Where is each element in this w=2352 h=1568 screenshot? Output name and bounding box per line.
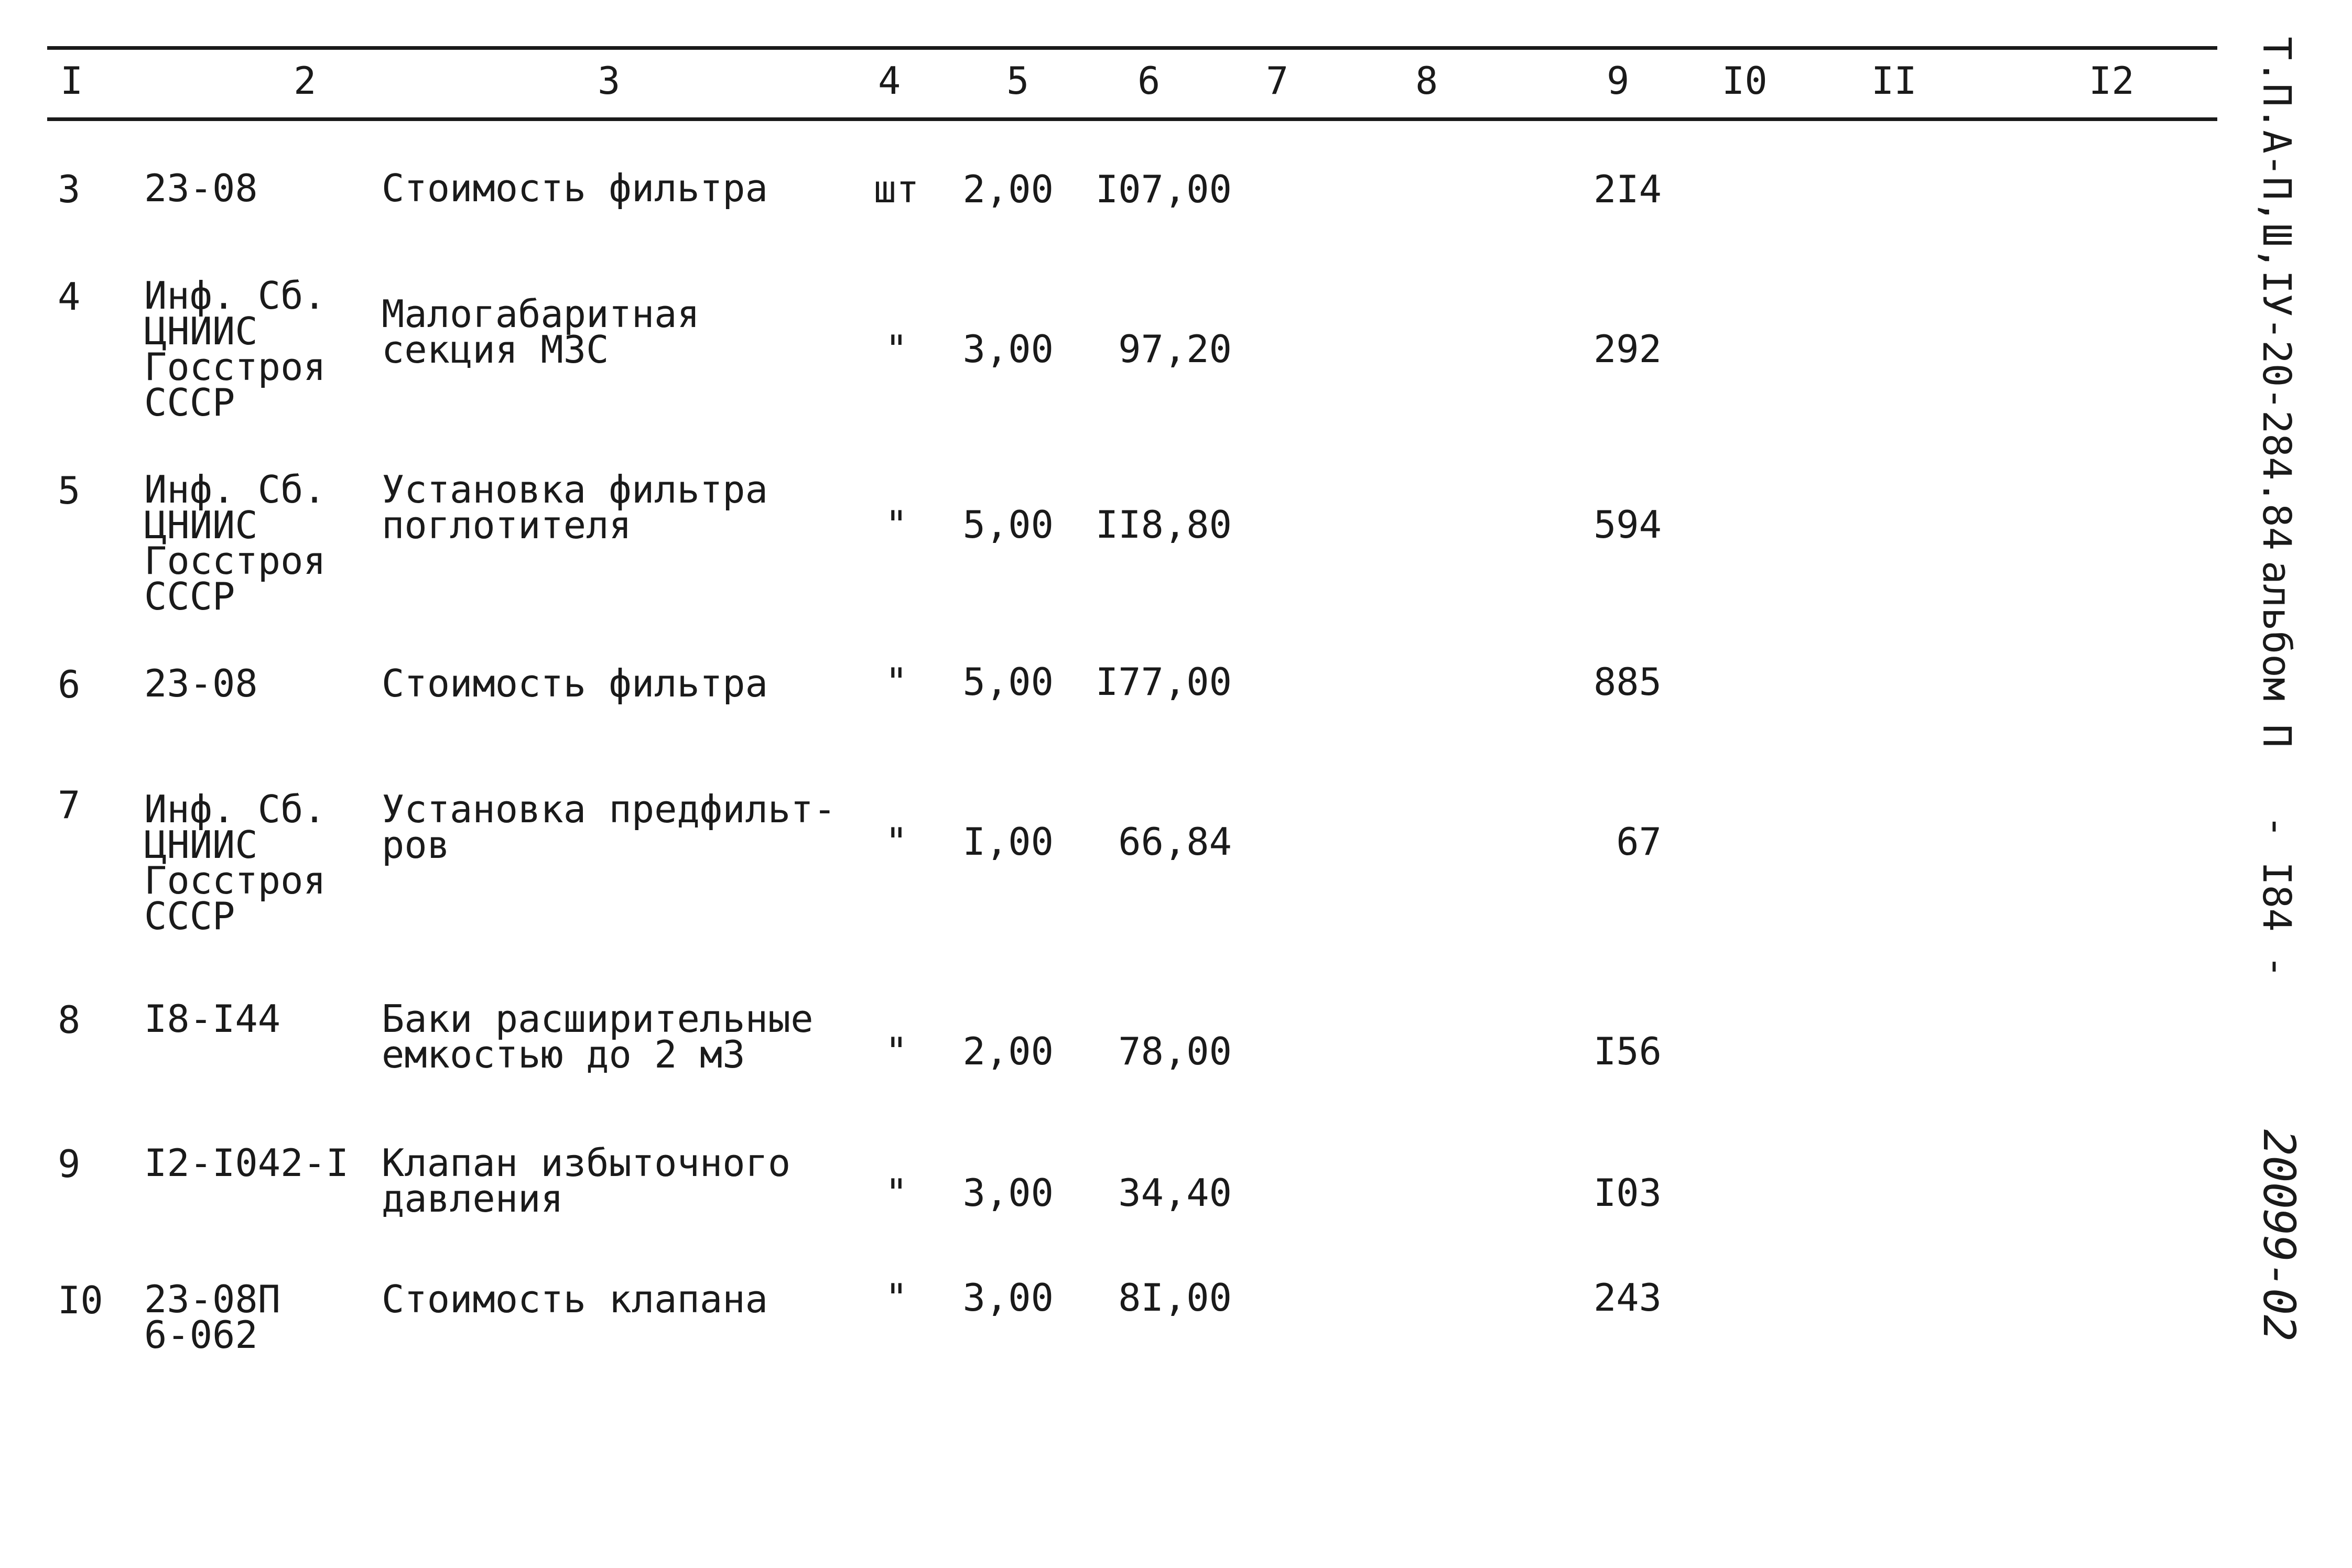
row-code: 23-08	[144, 661, 258, 705]
row-name: Стоимость фильтра	[382, 661, 768, 705]
row-unit: "	[885, 820, 908, 864]
row-code: Инф. Сб. ЦНИИС Госстроя СССР	[144, 467, 326, 618]
row-quantity: 3,00	[962, 1171, 1054, 1215]
row-code: I8-I44	[144, 997, 281, 1041]
row-total: 292	[1593, 327, 1662, 371]
row-number: 7	[58, 783, 81, 827]
row-quantity: 5,00	[962, 660, 1054, 704]
row-total: I03	[1593, 1171, 1662, 1215]
row-total: 885	[1593, 660, 1662, 704]
row-unit-price: I77,00	[1095, 660, 1232, 704]
row-code: Инф. Сб. ЦНИИС Госстроя СССР	[144, 787, 326, 938]
row-total: 243	[1593, 1276, 1662, 1320]
margin-album: альбом П	[2254, 561, 2299, 748]
row-code: Инф. Сб. ЦНИИС Госстроя СССР	[144, 274, 326, 424]
row-quantity: 5,00	[962, 503, 1054, 547]
row-unit-price: 34,40	[1118, 1171, 1232, 1215]
row-number: 4	[58, 275, 81, 319]
column-header-7: 7	[1266, 59, 1289, 103]
row-quantity: I,00	[962, 820, 1054, 864]
row-code: 23-08П 6-062	[144, 1277, 281, 1357]
row-unit-price: 66,84	[1118, 820, 1232, 864]
row-unit-price: 97,20	[1118, 327, 1232, 371]
column-header-4: 4	[878, 59, 901, 103]
row-number: 9	[58, 1142, 81, 1186]
row-total: 2I4	[1593, 167, 1662, 211]
row-total: 67	[1616, 820, 1662, 864]
column-header-6: 6	[1137, 59, 1161, 103]
row-name: Клапан избыточного давления	[382, 1141, 791, 1221]
row-quantity: 3,00	[962, 327, 1054, 371]
column-header-10: I0	[1722, 59, 1768, 103]
row-number: I0	[58, 1278, 103, 1322]
row-name: Стоимость фильтра	[382, 166, 768, 210]
margin-page-number: - I84 -	[2254, 815, 2299, 978]
row-unit: "	[885, 1029, 908, 1073]
column-header-11: II	[1871, 59, 1917, 103]
column-header-1: I	[60, 59, 83, 103]
header-top-rule	[47, 46, 2217, 50]
row-unit: "	[885, 1276, 908, 1320]
column-header-2: 2	[294, 59, 317, 103]
row-total: I56	[1593, 1029, 1662, 1073]
row-unit: шт	[873, 167, 919, 211]
row-name: Баки расширительные емкостью до 2 м3	[382, 997, 814, 1076]
row-quantity: 2,00	[962, 167, 1054, 211]
row-number: 5	[58, 469, 81, 513]
column-header-8: 8	[1415, 59, 1438, 103]
row-quantity: 3,00	[962, 1276, 1054, 1320]
header-bottom-rule	[47, 117, 2217, 121]
row-unit-price: 78,00	[1118, 1029, 1232, 1073]
column-header-3: 3	[598, 59, 621, 103]
row-code: 23-08	[144, 166, 258, 210]
row-unit: "	[885, 1171, 908, 1215]
row-number: 8	[58, 998, 81, 1042]
row-name: Установка фильтра поглотителя	[382, 467, 768, 547]
margin-stamp-number: 20099-02	[2253, 1129, 2305, 1342]
row-name: Установка предфильт- ров	[382, 787, 836, 867]
row-name: Малогабаритная секция МЗС	[382, 292, 700, 372]
row-total: 594	[1593, 503, 1662, 547]
row-unit: "	[885, 503, 908, 547]
row-name: Стоимость клапана	[382, 1277, 768, 1321]
row-number: 6	[58, 662, 81, 706]
column-header-9: 9	[1607, 59, 1630, 103]
column-header-5: 5	[1006, 59, 1029, 103]
row-unit: "	[885, 327, 908, 371]
row-unit-price: I07,00	[1095, 167, 1232, 211]
row-number: 3	[58, 167, 81, 211]
row-quantity: 2,00	[962, 1029, 1054, 1073]
row-unit-price: II8,80	[1095, 503, 1232, 547]
margin-document-code: Т.П.А-П,Ш,IУ-20-284.84	[2254, 37, 2299, 551]
row-code: I2-I042-I	[144, 1141, 349, 1185]
row-unit-price: 8I,00	[1118, 1276, 1232, 1320]
column-header-12: I2	[2089, 59, 2134, 103]
row-unit: "	[885, 660, 908, 704]
